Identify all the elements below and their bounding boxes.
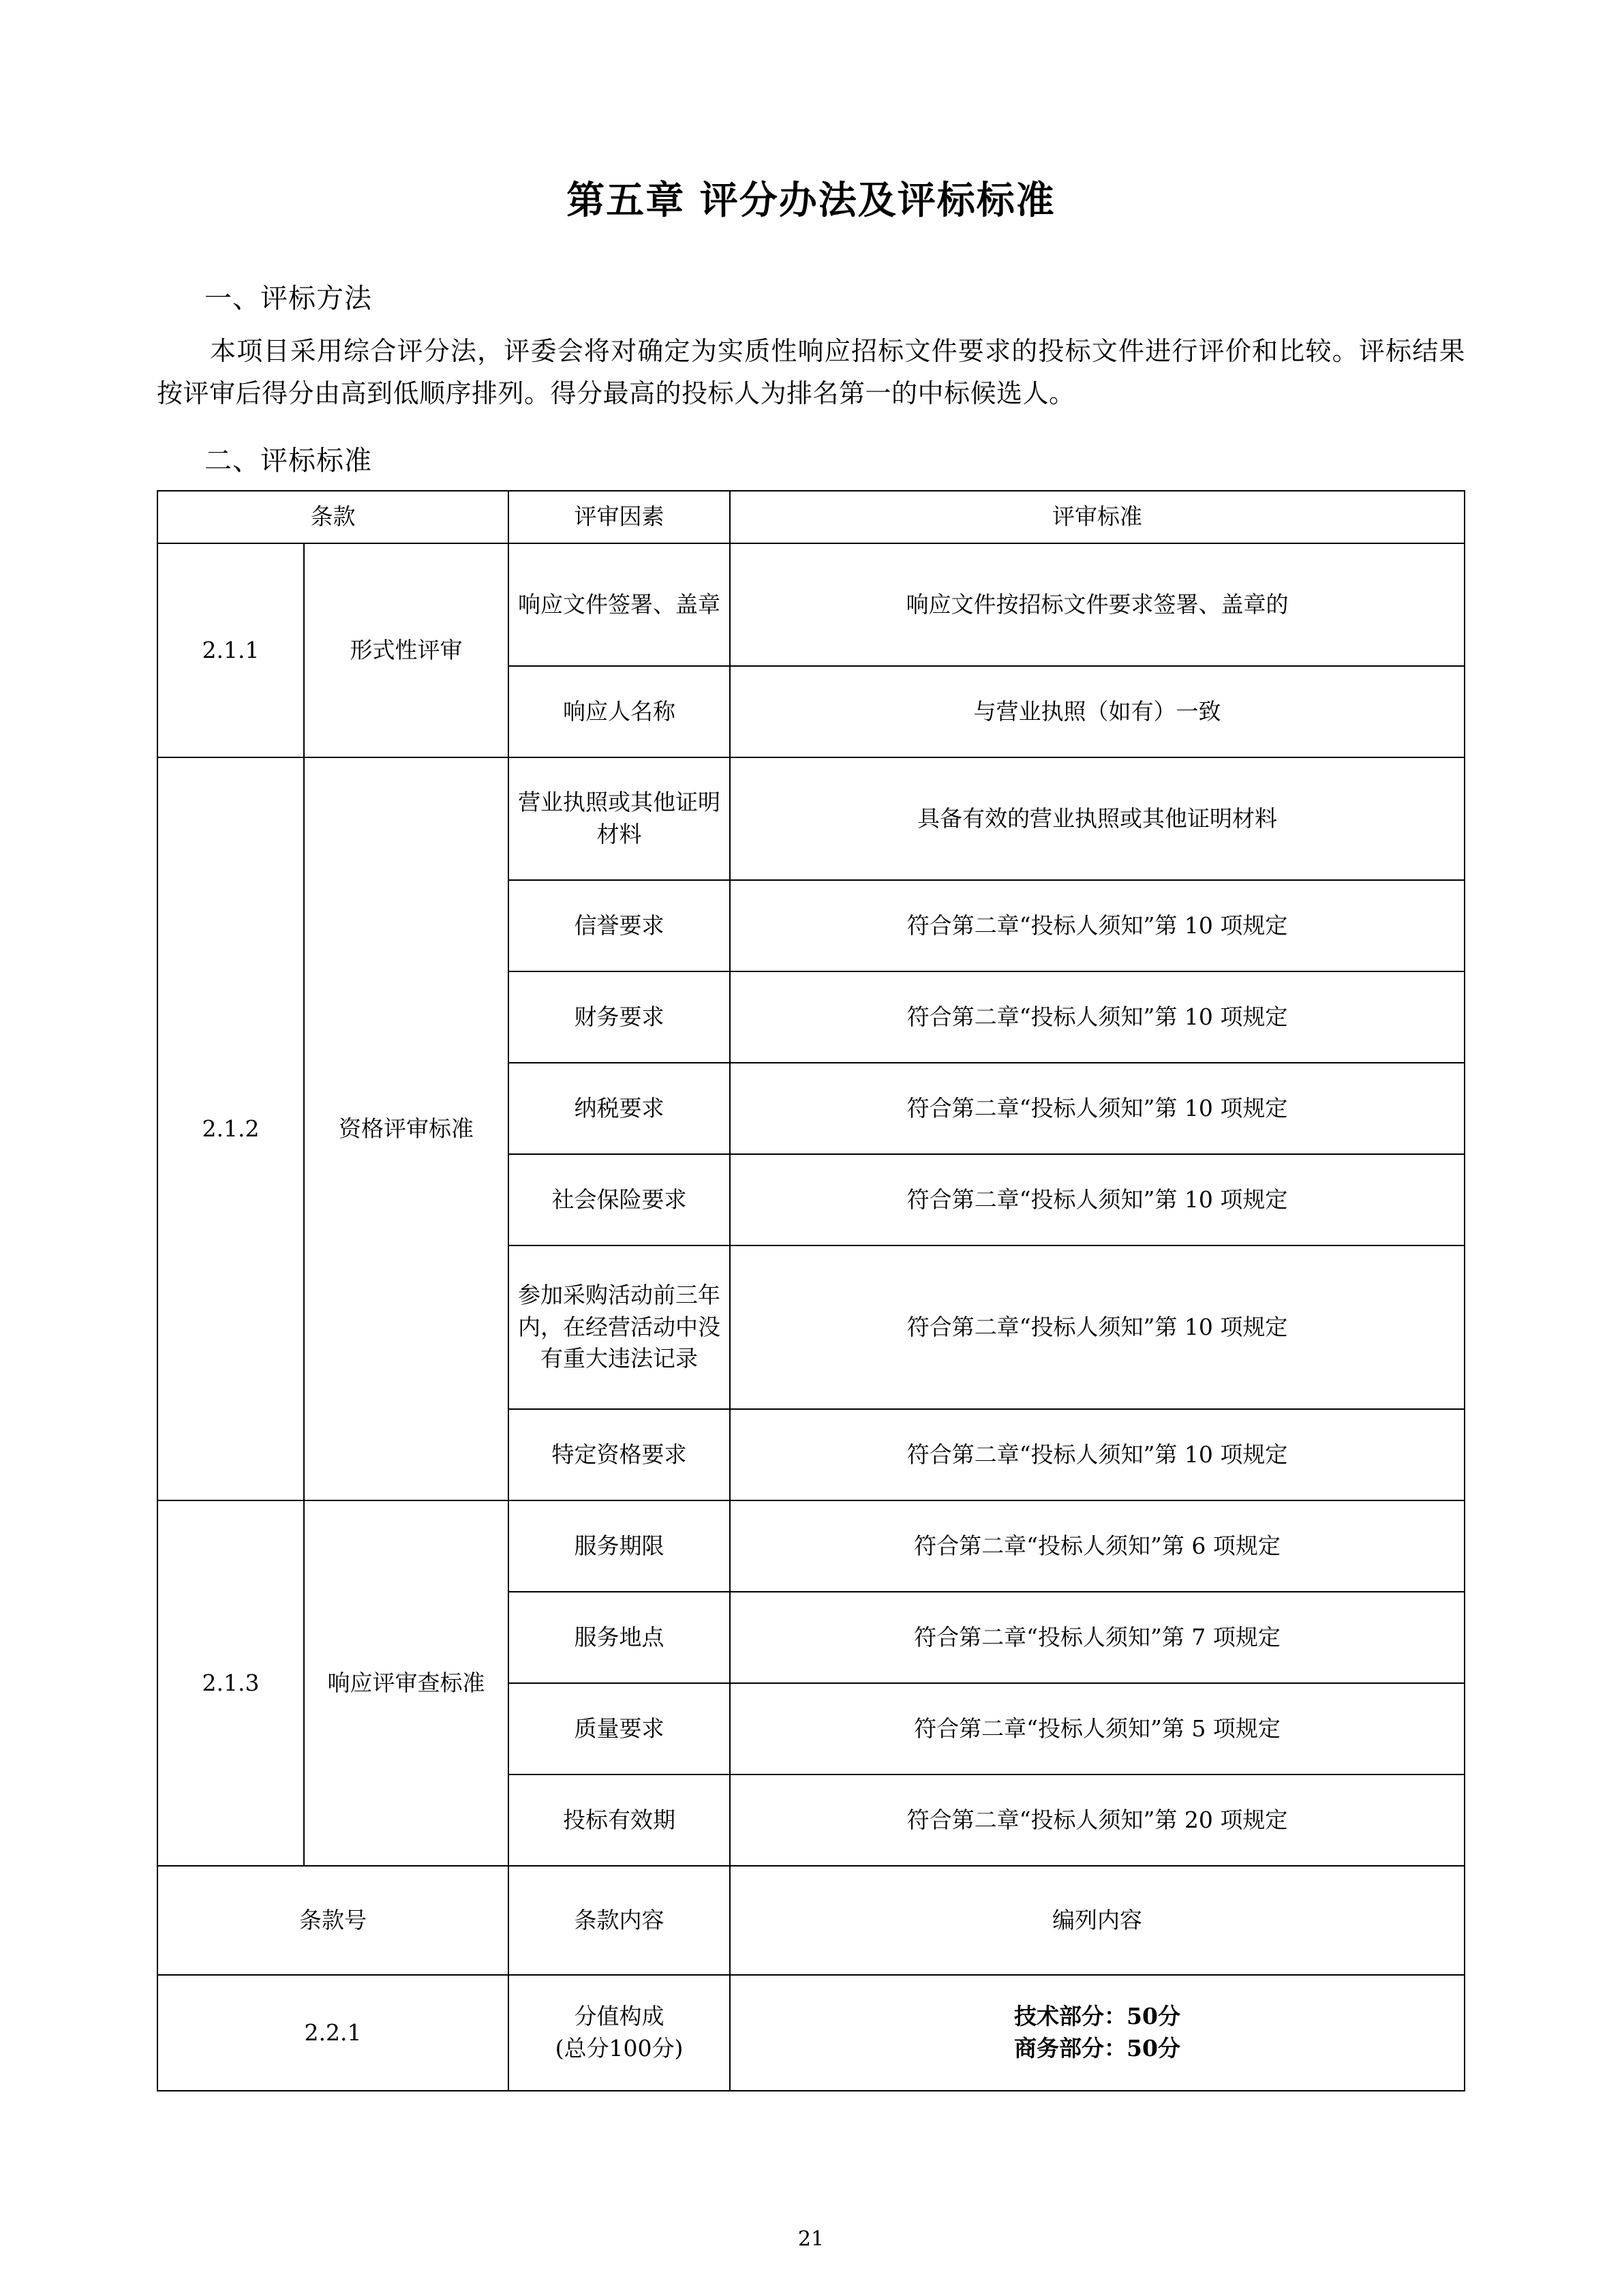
factor-cell: 信誉要求 (508, 880, 730, 971)
subheader-compiled-content: 编列内容 (730, 1866, 1465, 1975)
table-header-row (157, 491, 1465, 543)
standard-cell: 响应文件按招标文件要求签署、盖章的 (730, 543, 1465, 666)
score-content-cell (730, 1975, 1465, 2091)
factor-cell: 特定资格要求 (508, 1409, 730, 1500)
factor-cell: 服务期限 (508, 1500, 730, 1592)
standard-cell: 符合第二章“投标人须知”第 20 项规定 (730, 1774, 1465, 1866)
evaluation-criteria-table (157, 490, 1465, 2091)
factor-cell: 投标有效期 (508, 1774, 730, 1866)
factor-cell: 财务要求 (508, 971, 730, 1063)
section-paragraph-method: 本项目采用综合评分法，评委会将对确定为实质性响应招标文件要求的投标文件进行评价和比较。评标结果按评审后得分由高到低顺序排列。得分最高的投标人为排名第一的中标候选人。 (157, 336, 1465, 408)
table-subheader-row (157, 1866, 1465, 1975)
factor-cell: 纳税要求 (508, 1063, 730, 1154)
factor-cell: 质量要求 (508, 1683, 730, 1774)
score-content-line2: 商务部分：50分 (1014, 2034, 1180, 2061)
factor-cell: 响应人名称 (508, 666, 730, 757)
subheader-clause-content: 条款内容 (508, 1866, 730, 1975)
factor-cell: 参加采购活动前三年内，在经营活动中没有重大违法记录 (508, 1245, 730, 1409)
table-row (157, 757, 1465, 880)
standard-cell: 符合第二章“投标人须知”第 10 项规定 (730, 1245, 1465, 1409)
clause-name: 响应评审查标准 (304, 1500, 508, 1866)
clause-name: 资格评审标准 (304, 757, 508, 1500)
standard-cell: 符合第二章“投标人须知”第 10 项规定 (730, 880, 1465, 971)
header-clause: 条款 (157, 491, 508, 543)
table-row (157, 543, 1465, 666)
table-row (157, 1500, 1465, 1592)
page-title: 第五章 评分办法及评标标准 (566, 178, 1056, 223)
clause-number: 2.1.1 (157, 543, 304, 757)
standard-cell: 符合第二章“投标人须知”第 10 项规定 (730, 1154, 1465, 1245)
header-factor: 评审因素 (508, 491, 730, 543)
standard-cell: 符合第二章“投标人须知”第 6 项规定 (730, 1500, 1465, 1592)
clause-number: 2.1.3 (157, 1500, 304, 1866)
clause-number: 2.1.2 (157, 757, 304, 1500)
factor-cell: 营业执照或其他证明材料 (508, 757, 730, 880)
page-number: 21 (797, 2227, 825, 2251)
table-row-score (157, 1975, 1465, 2091)
subheader-clause-no: 条款号 (157, 1866, 508, 1975)
section-heading-method: 一、评标方法 (204, 283, 372, 314)
standard-cell: 符合第二章“投标人须知”第 10 项规定 (730, 971, 1465, 1063)
factor-cell: 响应文件签署、盖章 (508, 543, 730, 666)
factor-cell: 服务地点 (508, 1592, 730, 1683)
standard-cell: 符合第二章“投标人须知”第 5 项规定 (730, 1683, 1465, 1774)
standard-cell: 符合第二章“投标人须知”第 10 项规定 (730, 1063, 1465, 1154)
standard-cell: 符合第二章“投标人须知”第 7 项规定 (730, 1592, 1465, 1683)
score-factor-line1: 分值构成 (574, 2003, 664, 2030)
score-factor-cell (508, 1975, 730, 2091)
standard-cell: 符合第二章“投标人须知”第 10 项规定 (730, 1409, 1465, 1500)
clause-name: 形式性评审 (304, 543, 508, 757)
section-heading-criteria: 二、评标标准 (204, 445, 372, 477)
header-standard: 评审标准 (730, 491, 1465, 543)
standard-cell: 具备有效的营业执照或其他证明材料 (730, 757, 1465, 880)
score-clause-number: 2.2.1 (157, 1975, 508, 2091)
factor-cell: 社会保险要求 (508, 1154, 730, 1245)
score-content-line1: 技术部分：50分 (1014, 2003, 1180, 2030)
standard-cell: 与营业执照（如有）一致 (730, 666, 1465, 757)
score-factor-line2: (总分100分) (555, 2034, 684, 2061)
